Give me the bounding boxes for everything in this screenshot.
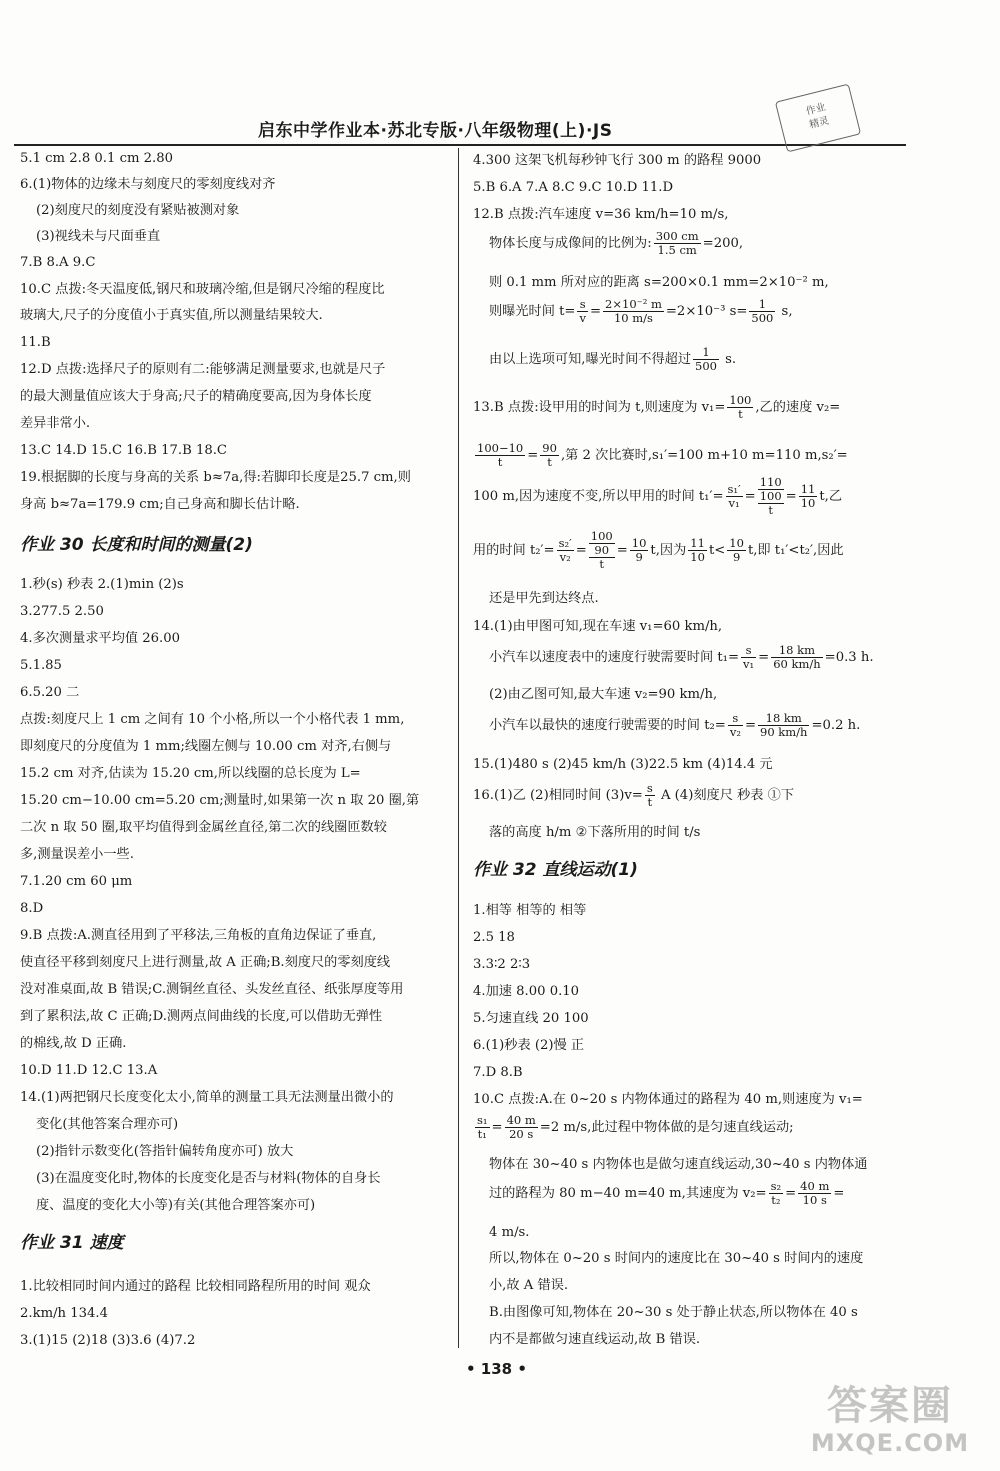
answer-line: 6.(1)物体的边缘未与刻度尺的零刻度线对齐 <box>20 177 276 192</box>
answer-line: 内不是都做匀速直线运动,故 B 错误. <box>489 1332 701 1347</box>
answer-line: 物体在 30~40 s 内物体也是做匀速直线运动,30~40 s 内物体通 <box>489 1157 868 1172</box>
section-title: 作业 32 直线运动(1) <box>473 860 638 880</box>
formula-line: 由以上选项可知,曝光时间不得超过 $\frac{1}{500}$ s. <box>489 345 737 373</box>
answer-line: 3.3∶2 2∶3 <box>473 957 531 972</box>
page-number: • 138 • <box>466 1360 527 1378</box>
answer-line: 3.277.5 2.50 <box>20 604 104 619</box>
answer-line: 4.300 这架飞机每秒钟飞行 300 m 的路程 9000 <box>473 153 762 168</box>
answer-line: 差异非常小. <box>20 416 91 431</box>
answer-line: 5.1.85 <box>20 658 62 673</box>
answer-line: B.由图像可知,物体在 20~30 s 处于静止状态,所以物体在 40 s <box>489 1305 858 1320</box>
answer-line: 15.2 cm 对齐,估读为 15.20 cm,所以线圈的总长度为 L= <box>20 766 361 781</box>
answer-line: 12.B 点拨:汽车速度 v=36 km/h=10 m/s, <box>473 207 729 222</box>
answer-line: (2)刻度尺的刻度没有紧贴被测对象 <box>36 203 240 218</box>
answer-line: 的棉线,故 D 正确. <box>20 1036 127 1051</box>
book-title: 启东中学作业本·苏北专版·八年级物理(上)·JS <box>258 121 613 141</box>
formula-line: $\frac{100-10}{t}$ = $\frac{90}{t}$ ,第 2 次比赛时,s₁′=100 m+10 m=110 m,s₂′= <box>477 441 848 469</box>
answer-line: 15.20 cm−10.00 cm=5.20 cm;测量时,如果第一次 n 取 20 圈,第 <box>20 793 420 808</box>
answer-line: 变化(其他答案合理亦可) <box>36 1117 179 1132</box>
answer-line: 5.匀速直线 20 100 <box>473 1011 589 1026</box>
answer-line: 小,故 A 错误. <box>489 1278 569 1293</box>
answer-line: 10.C 点拨:冬天温度低,钢尺和玻璃冷缩,但是钢尺冷缩的程度比 <box>20 282 385 297</box>
answer-line: 19.根据脚的长度与身高的关系 b≈7a,得:若脚印长度是25.7 cm,则 <box>20 470 411 485</box>
column-divider <box>458 148 459 1348</box>
formula-line: 物体长度与成像间的比例为: $\frac{300 cm}{1.5 cm}$ =200, <box>489 229 744 257</box>
answer-line: 还是甲先到达终点. <box>489 591 599 606</box>
answer-line: 7.D 8.B <box>473 1065 523 1080</box>
answer-line: 1.相等 相等的 相等 <box>473 903 587 918</box>
answer-line: 落的高度 h/m ②下落所用的时间 t/s <box>489 825 701 840</box>
watermark-logo: 答案圈 MXQE.COM <box>810 1383 970 1457</box>
formula-line: 16.(1)乙 (2)相同时间 (3)v= $\frac{s}{t}$ A (4)刻度尺 秒表 ①下 <box>473 781 795 809</box>
answer-line: 13.C 14.D 15.C 16.B 17.B 18.C <box>20 443 228 458</box>
answer-line: 6.5.20 二 <box>20 685 80 700</box>
answer-line: 玻璃大,尺子的分度值小于真实值,所以测量结果较大. <box>20 308 323 323</box>
answer-line: 使直径平移到刻度尺上进行测量,故 A 正确;B.刻度尺的零刻度线 <box>20 955 391 970</box>
answer-line: 没对准桌面,故 B 错误;C.测铜丝直径、头发丝直径、纸张厚度等用 <box>20 982 404 997</box>
formula-line: $\frac{\text{s₁}}{\text{t₁}}$ = $\frac{40 m}{20 s}$ =2 m/s,此过程中物体做的是匀速直线运动; <box>477 1113 794 1141</box>
answer-line: 4.加速 8.00 0.10 <box>473 984 580 999</box>
answer-line: 7.B 8.A 9.C <box>20 255 96 270</box>
formula-line: 100 m,因为速度不变,所以甲用的时间 t₁′= $\frac{\text{s₁′}}{\text{v₁}}$ = 110 100 t = $\frac{11}{10}$ t,乙 <box>473 475 843 517</box>
answer-line: 多,测量误差小一些. <box>20 847 134 862</box>
answer-line: 5.B 6.A 7.A 8.C 9.C 10.D 11.D <box>473 180 674 195</box>
answer-line: 9.B 点拨:A.测直径用到了平移法,三角板的直角边保证了垂直, <box>20 928 377 943</box>
answer-line: 1.秒(s) 秒表 2.(1)min (2)s <box>20 577 184 592</box>
answer-line: (2)由乙图可知,最大车速 v₂=90 km/h, <box>489 687 718 702</box>
answer-line: 度、温度的变化大小等)有关(其他合理答案亦可) <box>36 1198 316 1213</box>
answer-line: 1.比较相同时间内通过的路程 比较相同路程所用的时间 观众 <box>20 1279 371 1294</box>
formula-line: 13.B 点拨:设甲用的时间为 t,则速度为 v₁= $\frac{100}{t}$ ,乙的速度 v₂= <box>473 393 841 421</box>
answer-line: 10.C 点拨:A.在 0~20 s 内物体通过的路程为 40 m,则速度为 v₁= <box>473 1092 863 1107</box>
answer-line: 14.(1)由甲图可知,现在车速 v₁=60 km/h, <box>473 619 723 634</box>
answer-line: 身高 b≈7a=179.9 cm;自己身高和脚长估计略. <box>20 497 300 512</box>
answer-line: (3)视线未与尺面垂直 <box>36 229 161 244</box>
formula-line: 小汽车以速度表中的速度行驶需要时间 t₁= $\frac{s}{\text{v₁}}$ = $\frac{18 km}{60 km/h}$ =0.3 h. <box>489 643 874 671</box>
answer-line: 2.5 18 <box>473 930 515 945</box>
answer-line: 8.D <box>20 901 44 916</box>
answer-line: 二次 n 取 50 圈,取平均值得到金属丝直径,第二次的线圈匝数较 <box>20 820 387 835</box>
answer-line: 5.1 cm 2.8 0.1 cm 2.80 <box>20 151 174 166</box>
answer-line: 4 m/s. <box>489 1225 530 1240</box>
answer-line: 的最大测量值应该大于身高;尺子的精确度要高,因为身体长度 <box>20 389 372 404</box>
answer-line: 2.km/h 134.4 <box>20 1306 108 1321</box>
answer-line: 6.(1)秒表 (2)慢 正 <box>473 1038 585 1053</box>
answer-line: 4.多次测量求平均值 26.00 <box>20 631 181 646</box>
answer-line: 则 0.1 mm 所对应的距离 s=200×0.1 mm=2×10⁻² m, <box>489 275 829 290</box>
answer-line: 12.D 点拨:选择尺子的原则有二:能够满足测量要求,也就是尺子 <box>20 362 386 377</box>
answer-line: (3)在温度变化时,物体的长度变化是否与材料(物体的自身长 <box>36 1171 381 1186</box>
answer-line: 10.D 11.D 12.C 13.A <box>20 1063 158 1078</box>
formula-line: 用的时间 t₂′= $\frac{\text{s₂′}}{\text{v₂}}$ = 100 90 t = $\frac{10}{9}$ t,因为 $\frac{11}{10}$ t< $\frac{10}{9}$ t,即 t₁′<t₂′,因此 <box>473 529 844 571</box>
formula-line: 小汽车以最快的速度行驶需要的时间 t₂= $\frac{s}{\text{v₂}}$ = $\frac{18 km}{90 km/h}$ =0.2 h. <box>489 711 861 739</box>
stamp-logo: 作业 精灵 <box>775 84 861 153</box>
section-title: 作业 30 长度和时间的测量(2) <box>20 535 253 555</box>
answer-line: (2)指针示数变化(答指针偏转角度亦可) 放大 <box>36 1144 294 1159</box>
answer-line: 15.(1)480 s (2)45 km/h (3)22.5 km (4)14.4 元 <box>473 757 773 772</box>
fraction: $\frac{300 cm}{1.5 cm}$ <box>655 229 699 257</box>
answer-line: 3.(1)15 (2)18 (3)3.6 (4)7.2 <box>20 1333 196 1348</box>
answer-line: 所以,物体在 0~20 s 时间内的速度比在 30~40 s 时间内的速度 <box>489 1251 864 1266</box>
formula-line: 则曝光时间 t= $\frac{s}{v}$ = $\frac{\text{2×10⁻² m}}{10 m/s}$ =2×10⁻³ s= $\frac{1}{500}$ s, <box>489 297 793 325</box>
answer-line: 7.1.20 cm 60 μm <box>20 874 133 889</box>
formula-line: 过的路程为 80 m−40 m=40 m,其速度为 v₂= $\frac{\text{s₂}}{\text{t₂}}$ = $\frac{40 m}{10 s}$ = <box>489 1179 845 1207</box>
answer-line: 点拨:刻度尺上 1 cm 之间有 10 个小格,所以一个小格代表 1 mm, <box>20 712 405 727</box>
answer-line: 14.(1)两把钢尺长度变化太小,简单的测量工具无法测量出微小的 <box>20 1090 394 1105</box>
section-title: 作业 31 速度 <box>20 1233 124 1253</box>
answer-line: 到了累积法,故 C 正确;D.测两点间曲线的长度,可以借助无弹性 <box>20 1009 383 1024</box>
header-rule <box>14 144 906 146</box>
answer-line: 11.B <box>20 335 51 350</box>
answer-line: 即刻度尺的分度值为 1 mm;线圈左侧与 10.00 cm 对齐,右侧与 <box>20 739 392 754</box>
